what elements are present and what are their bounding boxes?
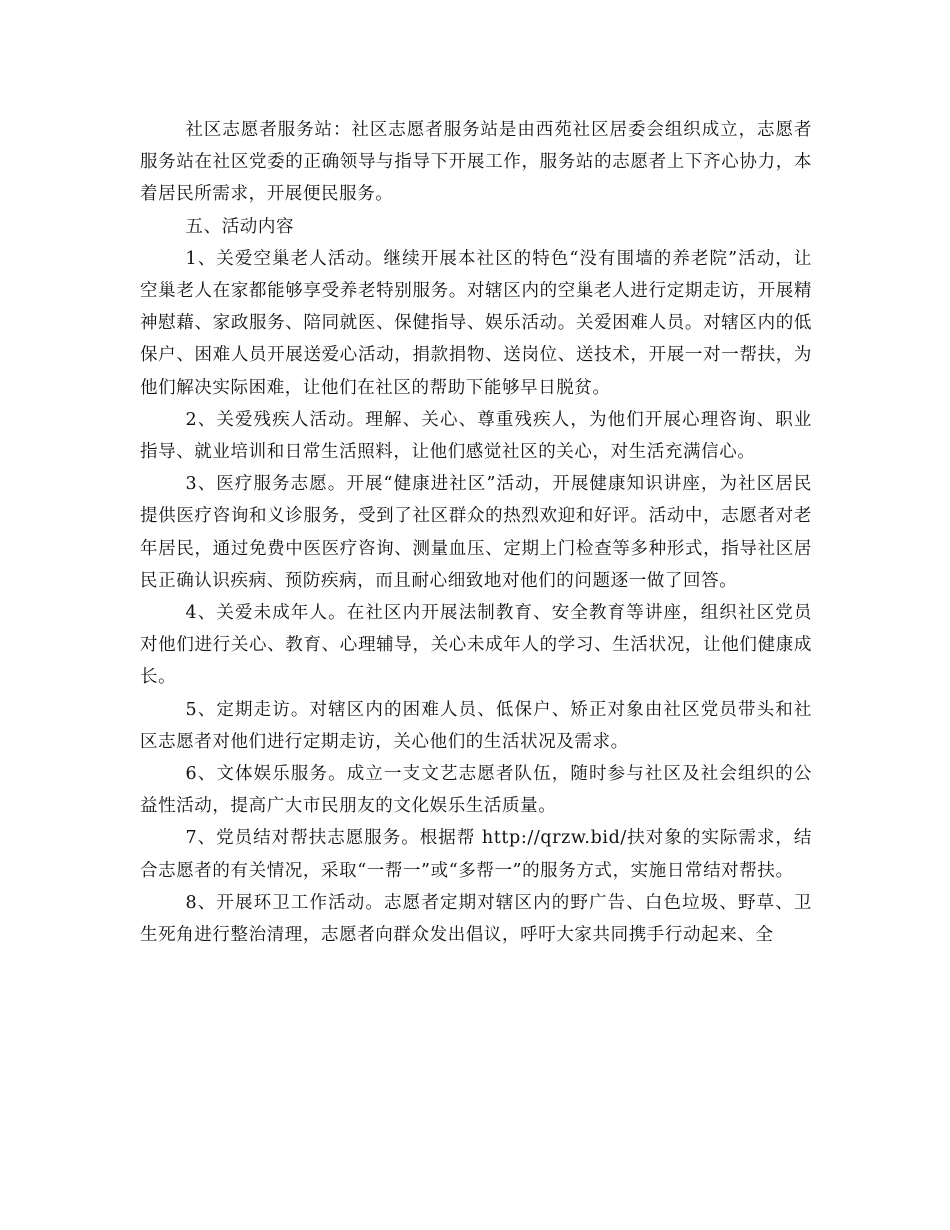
paragraph-item-8-sanitation: 8、开展环卫工作活动。志愿者定期对辖区内的野广告、白色垃圾、野草、卫生死角进行整治清理，志愿者向群众发出倡议，呼吁大家共同携手行动起来、全 <box>140 892 812 946</box>
paragraph-item-2-disabled: 2、关爱残疾人活动。理解、关心、尊重残疾人，为他们开展心理咨询、职业指导、就业培训和日常生活照料，让他们感觉社区的关心，对生活充满信心。 <box>140 409 812 463</box>
paragraph-item-7-party-members: 7、党员结对帮扶志愿服务。根据帮 http://qrzw.bid/扶对象的实际需求，结合志愿者的有关情况，采取“一帮一”或“多帮一”的服务方式，实施日常结对帮扶。 <box>140 828 812 881</box>
section-heading-activity-content: 五、活动内容 <box>185 216 295 237</box>
paragraph-volunteer-station: 社区志愿者服务站：社区志愿者服务站是由西苑社区居委会组织成立，志愿者服务站在社区党委的正确领导与指导下开展工作，服务站的志愿者上下齐心协力，本着居民所需求，开展便民服务。 <box>140 120 812 205</box>
document-page <box>140 114 812 951</box>
paragraph-item-1-elderly: 1、关爱空巢老人活动。继续开展本社区的特色“没有围墙的养老院”活动，让空巢老人在家都能够享受养老特别服务。对辖区内的空巢老人进行定期走访，开展精神慰藉、家政服务、陪同就医、保健指导、娱乐活动。关爱困难人员。对辖区内的低保户、困难人员开展送爱心活动，捐款捐物、送岗位、送技术，开展一对一帮扶，为他们解决实际困难，让他们在社区的帮助下能够早日脱贫。 <box>140 248 812 398</box>
paragraph-item-4-minors: 4、关爱未成年人。在社区内开展法制教育、安全教育等讲座，组织社区党员对他们进行关心、教育、心理辅导，关心未成年人的学习、生活状况，让他们健康成长。 <box>140 603 812 688</box>
paragraph-item-3-medical: 3、医疗服务志愿。开展“健康进社区”活动，开展健康知识讲座，为社区居民提供医疗咨询和义诊服务，受到了社区群众的热烈欢迎和好评。活动中，志愿者对老年居民，通过免费中医医疗咨询、测量血压、定期上门检查等多种形式，指导社区居民正确认识疾病、预防疾病，而且耐心细致地对他们的问题逐一做了回答。 <box>140 474 812 591</box>
paragraph-item-5-visits: 5、定期走访。对辖区内的困难人员、低保户、矫正对象由社区党员带头和社区志愿者对他们进行定期走访，关心他们的生活状况及需求。 <box>140 699 812 752</box>
paragraph-item-6-entertainment: 6、文体娱乐服务。成立一支文艺志愿者队伍，随时参与社区及社会组织的公益性活动，提高广大市民朋友的文化娱乐生活质量。 <box>140 764 812 817</box>
